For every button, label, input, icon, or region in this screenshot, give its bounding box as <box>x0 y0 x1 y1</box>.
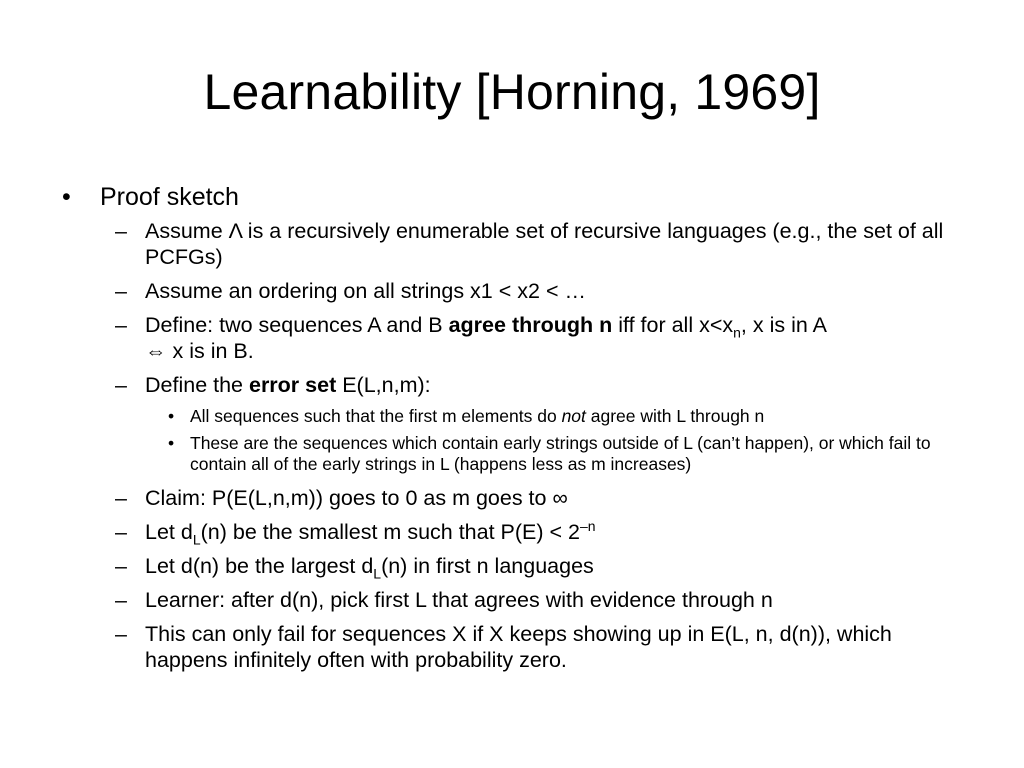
subitem-text: agree with L through n <box>585 406 765 426</box>
item-text: Let d <box>145 520 193 544</box>
dash-icon: – <box>115 554 127 578</box>
dash-icon: – <box>115 622 127 646</box>
emphasis-not: not <box>561 406 586 426</box>
subitem-all-sequences <box>168 406 970 427</box>
dash-icon: – <box>115 486 127 510</box>
dash-icon: – <box>115 279 127 303</box>
item-text: (n) be the smallest m such that P(E) < 2 <box>200 520 580 544</box>
term-error-set: error set <box>248 373 337 397</box>
item-text: is a recursively enumerable set of recursive languages (e.g., the set of all PCFGs) <box>145 219 944 269</box>
item-text: Define: two sequences A and B <box>145 313 449 337</box>
item-text: Assume an ordering on all strings x1 < x2 < … <box>145 279 586 303</box>
item-let-dl <box>115 517 970 548</box>
slide-title: Learnability [Horning, 1969] <box>203 64 821 120</box>
item-text: Define the <box>145 373 249 397</box>
subitem-text: These are the sequences which contain early strings outside of L (can’t happen), or which fail to contain all of the early strings in L (happens less as m increases) <box>190 433 931 474</box>
superscript-neg-n: –n <box>580 517 596 534</box>
iff-arrow-icon: ⇔ <box>145 339 167 363</box>
term-agree-through-n: agree through n <box>448 313 613 337</box>
bullet-proof-sketch <box>60 182 970 212</box>
item-define-error-set <box>115 372 970 398</box>
item-text: , x is in A <box>740 313 827 337</box>
item-claim <box>115 485 970 511</box>
dash-icon: – <box>115 219 127 243</box>
item-ordering <box>115 278 970 304</box>
dash-icon: – <box>115 373 127 397</box>
subitem-text: All sequences such that the first m elements do <box>190 406 562 426</box>
item-text: iff for all x<x <box>612 313 734 337</box>
subitem-these-are <box>168 433 970 475</box>
item-text: Learner: after d(n), pick first L that agrees with evidence through n <box>145 588 773 612</box>
small-bullet-icon: • <box>168 406 175 426</box>
dash-icon: – <box>115 520 127 544</box>
item-text: Claim: P(E(L,n,m)) goes to 0 as m goes to ∞ <box>145 486 568 510</box>
item-text: E(L,n,m): <box>336 373 431 397</box>
item-text: x is in B. <box>166 339 254 363</box>
small-bullet-icon: • <box>168 433 175 453</box>
item-text: This can only fail for sequences X if X keeps showing up in E(L, n, d(n)), which happens infinitely often with probability zero. <box>145 622 892 672</box>
bullet-text: Proof sketch <box>100 183 239 211</box>
subscript-L: L <box>192 531 201 548</box>
dash-icon: – <box>115 588 127 612</box>
lambda-symbol: Λ <box>228 219 242 243</box>
item-define-agree <box>115 312 970 364</box>
item-fail <box>115 621 970 673</box>
bullet-icon: • <box>62 183 71 211</box>
item-assume-lambda <box>115 218 970 270</box>
item-learner <box>115 587 970 613</box>
dash-icon: – <box>115 313 127 337</box>
item-text: Let d(n) be the largest d <box>145 554 374 578</box>
item-let-d <box>115 553 970 582</box>
subscript-L: L <box>373 565 382 582</box>
slide-content <box>60 182 970 681</box>
item-text: (n) in first n languages <box>381 554 594 578</box>
subscript-n: n <box>733 324 741 341</box>
item-text: Assume <box>145 219 229 243</box>
